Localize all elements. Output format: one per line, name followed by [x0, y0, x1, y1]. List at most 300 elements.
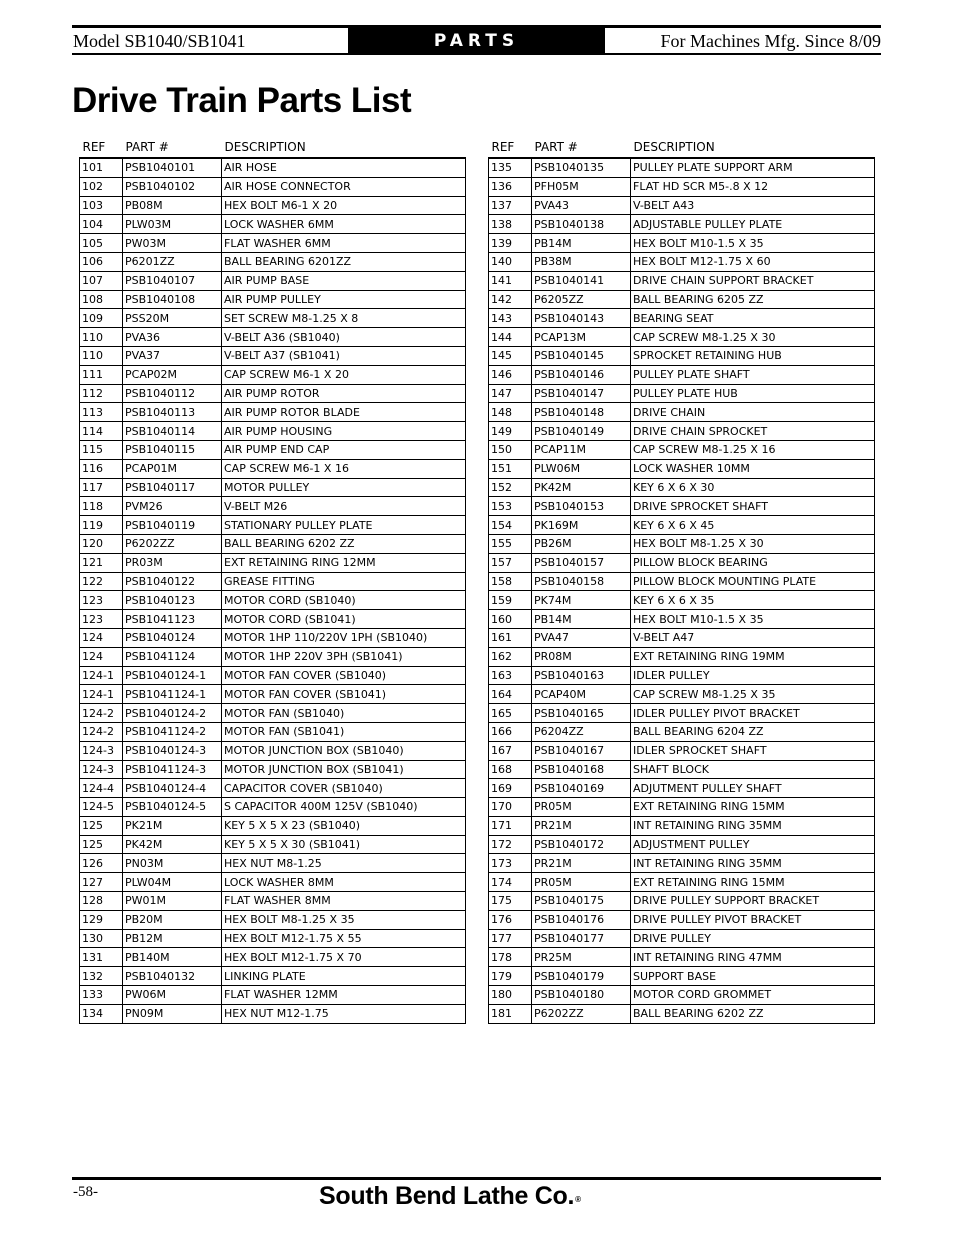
- part-number-cell: PCAP02M: [123, 365, 222, 384]
- part-number-cell: PLW03M: [123, 215, 222, 234]
- table-row: [489, 196, 875, 215]
- description-cell: CAP SCREW M8-1.25 X 16: [631, 440, 875, 459]
- ref-cell: 144: [489, 328, 532, 347]
- ref-cell: 133: [80, 986, 123, 1005]
- ref-cell: 117: [80, 478, 123, 497]
- description-cell: AIR PUMP END CAP: [222, 440, 466, 459]
- part-number-cell: PSB1040102: [123, 177, 222, 196]
- description-cell: KEY 6 X 6 X 35: [631, 591, 875, 610]
- description-cell: BALL BEARING 6205 ZZ: [631, 290, 875, 309]
- ref-cell: 178: [489, 948, 532, 967]
- description-cell: S CAPACITOR 400M 125V (SB1040): [222, 798, 466, 817]
- ref-cell: 115: [80, 440, 123, 459]
- table-row: [80, 798, 466, 817]
- description-cell: SPROCKET RETAINING HUB: [631, 346, 875, 365]
- description-cell: FLAT WASHER 6MM: [222, 234, 466, 253]
- description-cell: LOCK WASHER 8MM: [222, 873, 466, 892]
- table-row: [489, 760, 875, 779]
- description-cell: HEX BOLT M10-1.5 X 35: [631, 234, 875, 253]
- ref-cell: 135: [489, 158, 532, 177]
- ref-cell: 148: [489, 403, 532, 422]
- ref-cell: 180: [489, 986, 532, 1005]
- ref-cell: 176: [489, 910, 532, 929]
- ref-cell: 172: [489, 835, 532, 854]
- description-cell: MOTOR 1HP 110/220V 1PH (SB1040): [222, 628, 466, 647]
- table-header-row: [489, 136, 875, 158]
- part-number-cell: PSB1041124-1: [123, 685, 222, 704]
- description-cell: BALL BEARING 6204 ZZ: [631, 722, 875, 741]
- description-cell: IDLER PULLEY PIVOT BRACKET: [631, 704, 875, 723]
- ref-cell: 143: [489, 309, 532, 328]
- table-row: [80, 215, 466, 234]
- description-cell: AIR PUMP PULLEY: [222, 290, 466, 309]
- table-row: [489, 704, 875, 723]
- part-number-cell: PB14M: [532, 234, 631, 253]
- table-row: [80, 290, 466, 309]
- part-number-cell: PW06M: [123, 986, 222, 1005]
- ref-cell: 124-3: [80, 741, 123, 760]
- description-cell: MOTOR FAN (SB1040): [222, 704, 466, 723]
- part-number-cell: PK42M: [123, 835, 222, 854]
- table-row: [489, 610, 875, 629]
- ref-cell: 151: [489, 459, 532, 478]
- description-cell: MOTOR JUNCTION BOX (SB1041): [222, 760, 466, 779]
- ref-cell: 169: [489, 779, 532, 798]
- table-row: [80, 422, 466, 441]
- page-number: -58-: [73, 1184, 98, 1200]
- table-row: [489, 741, 875, 760]
- table-row: [80, 610, 466, 629]
- description-cell: DRIVE CHAIN: [631, 403, 875, 422]
- part-number-cell: PSB1040114: [123, 422, 222, 441]
- description-cell: HEX BOLT M10-1.5 X 35: [631, 610, 875, 629]
- description-cell: HEX BOLT M8-1.25 X 30: [631, 534, 875, 553]
- part-number-cell: PSB1040172: [532, 835, 631, 854]
- ref-cell: 163: [489, 666, 532, 685]
- ref-cell: 161: [489, 628, 532, 647]
- part-column-header: PART #: [534, 139, 578, 154]
- table-row: [489, 534, 875, 553]
- part-number-cell: PSB1040108: [123, 290, 222, 309]
- table-row: [80, 271, 466, 290]
- description-cell: MOTOR PULLEY: [222, 478, 466, 497]
- part-number-cell: PSB1040163: [532, 666, 631, 685]
- description-cell: AIR HOSE CONNECTOR: [222, 177, 466, 196]
- part-number-cell: PVA43: [532, 196, 631, 215]
- ref-cell: 122: [80, 572, 123, 591]
- ref-cell: 166: [489, 722, 532, 741]
- description-cell: SET SCREW M8-1.25 X 8: [222, 309, 466, 328]
- table-row: [80, 309, 466, 328]
- part-number-cell: PB140M: [123, 948, 222, 967]
- description-cell: FLAT WASHER 8MM: [222, 892, 466, 911]
- description-cell: EXT RETAINING RING 19MM: [631, 647, 875, 666]
- description-cell: FLAT WASHER 12MM: [222, 986, 466, 1005]
- description-cell: V-BELT M26: [222, 497, 466, 516]
- table-row: [80, 685, 466, 704]
- table-row: [489, 591, 875, 610]
- description-cell: PULLEY PLATE HUB: [631, 384, 875, 403]
- description-cell: AIR PUMP BASE: [222, 271, 466, 290]
- part-number-cell: P6204ZZ: [532, 722, 631, 741]
- table-row: [489, 967, 875, 986]
- table-row: [489, 215, 875, 234]
- ref-cell: 177: [489, 929, 532, 948]
- description-cell: ADJUSTMENT PULLEY: [631, 835, 875, 854]
- ref-cell: 152: [489, 478, 532, 497]
- table-row: [80, 384, 466, 403]
- description-cell: DRIVE SPROCKET SHAFT: [631, 497, 875, 516]
- description-cell: MOTOR JUNCTION BOX (SB1040): [222, 741, 466, 760]
- table-row: [80, 516, 466, 535]
- part-number-cell: PK74M: [532, 591, 631, 610]
- part-number-cell: PFH05M: [532, 177, 631, 196]
- ref-cell: 121: [80, 553, 123, 572]
- description-column-header: DESCRIPTION: [224, 139, 306, 154]
- ref-cell: 128: [80, 892, 123, 911]
- part-number-cell: PSB1040124-5: [123, 798, 222, 817]
- description-cell: IDLER SPROCKET SHAFT: [631, 741, 875, 760]
- ref-cell: 167: [489, 741, 532, 760]
- part-number-cell: PSB1040135: [532, 158, 631, 177]
- table-row: [489, 1004, 875, 1023]
- part-number-cell: PCAP01M: [123, 459, 222, 478]
- part-number-cell: PSB1040158: [532, 572, 631, 591]
- table-row: [80, 234, 466, 253]
- table-row: [489, 628, 875, 647]
- ref-cell: 155: [489, 534, 532, 553]
- table-row: [489, 365, 875, 384]
- table-row: [489, 553, 875, 572]
- table-row: [80, 835, 466, 854]
- ref-cell: 116: [80, 459, 123, 478]
- ref-cell: 110: [80, 346, 123, 365]
- part-number-cell: PSS20M: [123, 309, 222, 328]
- ref-cell: 164: [489, 685, 532, 704]
- part-number-cell: P6201ZZ: [123, 252, 222, 271]
- part-number-cell: PSB1040124-1: [123, 666, 222, 685]
- table-row: [80, 816, 466, 835]
- description-cell: MOTOR FAN (SB1041): [222, 722, 466, 741]
- table-row: [80, 779, 466, 798]
- description-cell: KEY 6 X 6 X 45: [631, 516, 875, 535]
- ref-cell: 127: [80, 873, 123, 892]
- description-cell: V-BELT A43: [631, 196, 875, 215]
- ref-cell: 101: [80, 158, 123, 177]
- part-number-cell: PSB1040168: [532, 760, 631, 779]
- ref-cell: 124-1: [80, 685, 123, 704]
- ref-cell: 170: [489, 798, 532, 817]
- table-row: [489, 910, 875, 929]
- ref-cell: 126: [80, 854, 123, 873]
- ref-cell: 123: [80, 610, 123, 629]
- part-number-cell: PW01M: [123, 892, 222, 911]
- description-cell: DRIVE PULLEY PIVOT BRACKET: [631, 910, 875, 929]
- description-cell: LOCK WASHER 10MM: [631, 459, 875, 478]
- part-number-cell: PSB1040143: [532, 309, 631, 328]
- ref-cell: 124-2: [80, 704, 123, 723]
- ref-cell: 159: [489, 591, 532, 610]
- description-cell: HEX BOLT M12-1.75 X 70: [222, 948, 466, 967]
- part-number-cell: PB14M: [532, 610, 631, 629]
- description-cell: INT RETAINING RING 35MM: [631, 816, 875, 835]
- table-row: [489, 158, 875, 177]
- description-cell: SUPPORT BASE: [631, 967, 875, 986]
- ref-cell: 124: [80, 647, 123, 666]
- description-cell: PILLOW BLOCK BEARING: [631, 553, 875, 572]
- table-row: [80, 741, 466, 760]
- ref-cell: 129: [80, 910, 123, 929]
- table-row: [489, 722, 875, 741]
- part-number-cell: PSB1040122: [123, 572, 222, 591]
- table-row: [489, 647, 875, 666]
- description-cell: BALL BEARING 6202 ZZ: [222, 534, 466, 553]
- ref-cell: 165: [489, 704, 532, 723]
- ref-column-header: REF: [491, 139, 515, 154]
- ref-cell: 136: [489, 177, 532, 196]
- part-number-cell: PSB1040167: [532, 741, 631, 760]
- description-column-header: DESCRIPTION: [633, 139, 715, 154]
- table-row: [80, 478, 466, 497]
- description-cell: CAP SCREW M6-1 X 20: [222, 365, 466, 384]
- part-number-cell: PSB1040165: [532, 704, 631, 723]
- part-number-cell: PSB1040107: [123, 271, 222, 290]
- ref-cell: 106: [80, 252, 123, 271]
- part-number-cell: PR03M: [123, 553, 222, 572]
- ref-column-header: REF: [82, 139, 106, 154]
- table-row: [489, 779, 875, 798]
- part-number-cell: PN09M: [123, 1004, 222, 1023]
- part-number-cell: PN03M: [123, 854, 222, 873]
- table-row: [80, 534, 466, 553]
- parts-table-left: [79, 136, 466, 1024]
- description-cell: MOTOR FAN COVER (SB1041): [222, 685, 466, 704]
- header-bottom-rule: [72, 53, 881, 55]
- table-row: [489, 798, 875, 817]
- description-cell: BALL BEARING 6201ZZ: [222, 252, 466, 271]
- ref-cell: 157: [489, 553, 532, 572]
- ref-cell: 132: [80, 967, 123, 986]
- description-cell: AIR PUMP HOUSING: [222, 422, 466, 441]
- description-cell: HEX NUT M12-1.75: [222, 1004, 466, 1023]
- part-number-cell: PB12M: [123, 929, 222, 948]
- ref-cell: 138: [489, 215, 532, 234]
- part-number-cell: PSB1040132: [123, 967, 222, 986]
- description-cell: HEX BOLT M6-1 X 20: [222, 196, 466, 215]
- description-cell: EXT RETAINING RING 15MM: [631, 873, 875, 892]
- part-number-cell: PB08M: [123, 196, 222, 215]
- description-cell: DRIVE CHAIN SPROCKET: [631, 422, 875, 441]
- ref-cell: 107: [80, 271, 123, 290]
- ref-cell: 103: [80, 196, 123, 215]
- part-number-cell: PSB1040117: [123, 478, 222, 497]
- part-number-cell: PCAP13M: [532, 328, 631, 347]
- table-row: [489, 234, 875, 253]
- description-cell: PULLEY PLATE SUPPORT ARM: [631, 158, 875, 177]
- description-cell: MOTOR CORD GROMMET: [631, 986, 875, 1005]
- ref-cell: 179: [489, 967, 532, 986]
- part-number-cell: PLW06M: [532, 459, 631, 478]
- table-row: [80, 722, 466, 741]
- table-row: [80, 666, 466, 685]
- table-row: [80, 196, 466, 215]
- part-number-cell: PSB1040101: [123, 158, 222, 177]
- ref-cell: 124-5: [80, 798, 123, 817]
- parts-table-right-body: [489, 158, 875, 1023]
- ref-cell: 146: [489, 365, 532, 384]
- part-number-cell: PK169M: [532, 516, 631, 535]
- ref-cell: 134: [80, 1004, 123, 1023]
- description-cell: GREASE FITTING: [222, 572, 466, 591]
- description-cell: FLAT HD SCR M5-.8 X 12: [631, 177, 875, 196]
- ref-cell: 124: [80, 628, 123, 647]
- ref-cell: 153: [489, 497, 532, 516]
- description-cell: PULLEY PLATE SHAFT: [631, 365, 875, 384]
- part-number-cell: P6202ZZ: [123, 534, 222, 553]
- description-cell: SHAFT BLOCK: [631, 760, 875, 779]
- table-row: [80, 929, 466, 948]
- description-cell: AIR PUMP ROTOR: [222, 384, 466, 403]
- table-row: [489, 835, 875, 854]
- table-row: [489, 328, 875, 347]
- ref-cell: 123: [80, 591, 123, 610]
- description-cell: HEX NUT M8-1.25: [222, 854, 466, 873]
- description-cell: KEY 5 X 5 X 23 (SB1040): [222, 816, 466, 835]
- part-number-cell: PCAP40M: [532, 685, 631, 704]
- table-row: [80, 1004, 466, 1023]
- description-cell: ADJUTMENT PULLEY SHAFT: [631, 779, 875, 798]
- description-cell: PILLOW BLOCK MOUNTING PLATE: [631, 572, 875, 591]
- part-number-cell: PSB1040141: [532, 271, 631, 290]
- table-row: [489, 516, 875, 535]
- table-row: [80, 403, 466, 422]
- ref-cell: 111: [80, 365, 123, 384]
- section-tab: PARTS: [348, 28, 605, 53]
- ref-cell: 113: [80, 403, 123, 422]
- table-row: [80, 158, 466, 177]
- ref-cell: 125: [80, 816, 123, 835]
- part-number-cell: PSB1041124: [123, 647, 222, 666]
- table-row: [80, 346, 466, 365]
- part-number-cell: PSB1040169: [532, 779, 631, 798]
- part-number-cell: PSB1040180: [532, 986, 631, 1005]
- table-row: [80, 628, 466, 647]
- ref-cell: 181: [489, 1004, 532, 1023]
- part-number-cell: PB26M: [532, 534, 631, 553]
- table-row: [489, 572, 875, 591]
- description-cell: AIR HOSE: [222, 158, 466, 177]
- page-title: Drive Train Parts List: [72, 81, 412, 120]
- part-number-cell: PB20M: [123, 910, 222, 929]
- ref-cell: 124-4: [80, 779, 123, 798]
- table-row: [489, 290, 875, 309]
- description-cell: AIR PUMP ROTOR BLADE: [222, 403, 466, 422]
- part-number-cell: PW03M: [123, 234, 222, 253]
- part-number-cell: PSB1040149: [532, 422, 631, 441]
- ref-cell: 142: [489, 290, 532, 309]
- table-row: [80, 553, 466, 572]
- ref-cell: 154: [489, 516, 532, 535]
- part-number-cell: PSB1040119: [123, 516, 222, 535]
- ref-cell: 119: [80, 516, 123, 535]
- part-number-cell: PR25M: [532, 948, 631, 967]
- ref-cell: 160: [489, 610, 532, 629]
- ref-cell: 102: [80, 177, 123, 196]
- part-number-cell: PSB1040157: [532, 553, 631, 572]
- part-number-cell: PSB1040175: [532, 892, 631, 911]
- table-row: [489, 309, 875, 328]
- ref-cell: 168: [489, 760, 532, 779]
- part-column-header: PART #: [125, 139, 169, 154]
- ref-cell: 150: [489, 440, 532, 459]
- part-number-cell: PK42M: [532, 478, 631, 497]
- parts-table-right: [488, 136, 875, 1024]
- ref-cell: 173: [489, 854, 532, 873]
- description-cell: KEY 5 X 5 X 30 (SB1041): [222, 835, 466, 854]
- table-row: [489, 478, 875, 497]
- ref-cell: 105: [80, 234, 123, 253]
- part-number-cell: PSB1040176: [532, 910, 631, 929]
- ref-cell: 162: [489, 647, 532, 666]
- table-row: [489, 440, 875, 459]
- ref-cell: 108: [80, 290, 123, 309]
- table-row: [80, 177, 466, 196]
- description-cell: DRIVE PULLEY: [631, 929, 875, 948]
- description-cell: DRIVE PULLEY SUPPORT BRACKET: [631, 892, 875, 911]
- part-number-cell: PSB1041124-2: [123, 722, 222, 741]
- registered-mark: ®: [575, 1195, 581, 1204]
- part-number-cell: PSB1040113: [123, 403, 222, 422]
- table-row: [489, 403, 875, 422]
- description-cell: V-BELT A37 (SB1041): [222, 346, 466, 365]
- table-row: [489, 816, 875, 835]
- description-cell: ADJUSTABLE PULLEY PLATE: [631, 215, 875, 234]
- parts-table-left-body: [80, 158, 466, 1023]
- part-number-cell: PK21M: [123, 816, 222, 835]
- part-number-cell: PSB1040124-3: [123, 741, 222, 760]
- part-number-cell: PSB1040179: [532, 967, 631, 986]
- table-row: [489, 422, 875, 441]
- ref-cell: 174: [489, 873, 532, 892]
- ref-cell: 139: [489, 234, 532, 253]
- table-row: [80, 591, 466, 610]
- table-row: [489, 497, 875, 516]
- part-number-cell: PSB1040112: [123, 384, 222, 403]
- part-number-cell: PSB1040138: [532, 215, 631, 234]
- part-number-cell: PR21M: [532, 816, 631, 835]
- part-number-cell: PSB1041124-3: [123, 760, 222, 779]
- part-number-cell: PVM26: [123, 497, 222, 516]
- description-cell: HEX BOLT M8-1.25 X 35: [222, 910, 466, 929]
- table-row: [80, 967, 466, 986]
- description-cell: KEY 6 X 6 X 30: [631, 478, 875, 497]
- part-number-cell: PSB1040146: [532, 365, 631, 384]
- description-cell: HEX BOLT M12-1.75 X 60: [631, 252, 875, 271]
- part-number-cell: PVA37: [123, 346, 222, 365]
- description-cell: HEX BOLT M12-1.75 X 55: [222, 929, 466, 948]
- table-row: [80, 704, 466, 723]
- description-cell: CAP SCREW M6-1 X 16: [222, 459, 466, 478]
- table-row: [80, 892, 466, 911]
- ref-cell: 147: [489, 384, 532, 403]
- ref-cell: 114: [80, 422, 123, 441]
- part-number-cell: PB38M: [532, 252, 631, 271]
- description-cell: V-BELT A36 (SB1040): [222, 328, 466, 347]
- table-row: [80, 873, 466, 892]
- table-row: [489, 271, 875, 290]
- table-row: [80, 497, 466, 516]
- brand-logo: [319, 1180, 581, 1212]
